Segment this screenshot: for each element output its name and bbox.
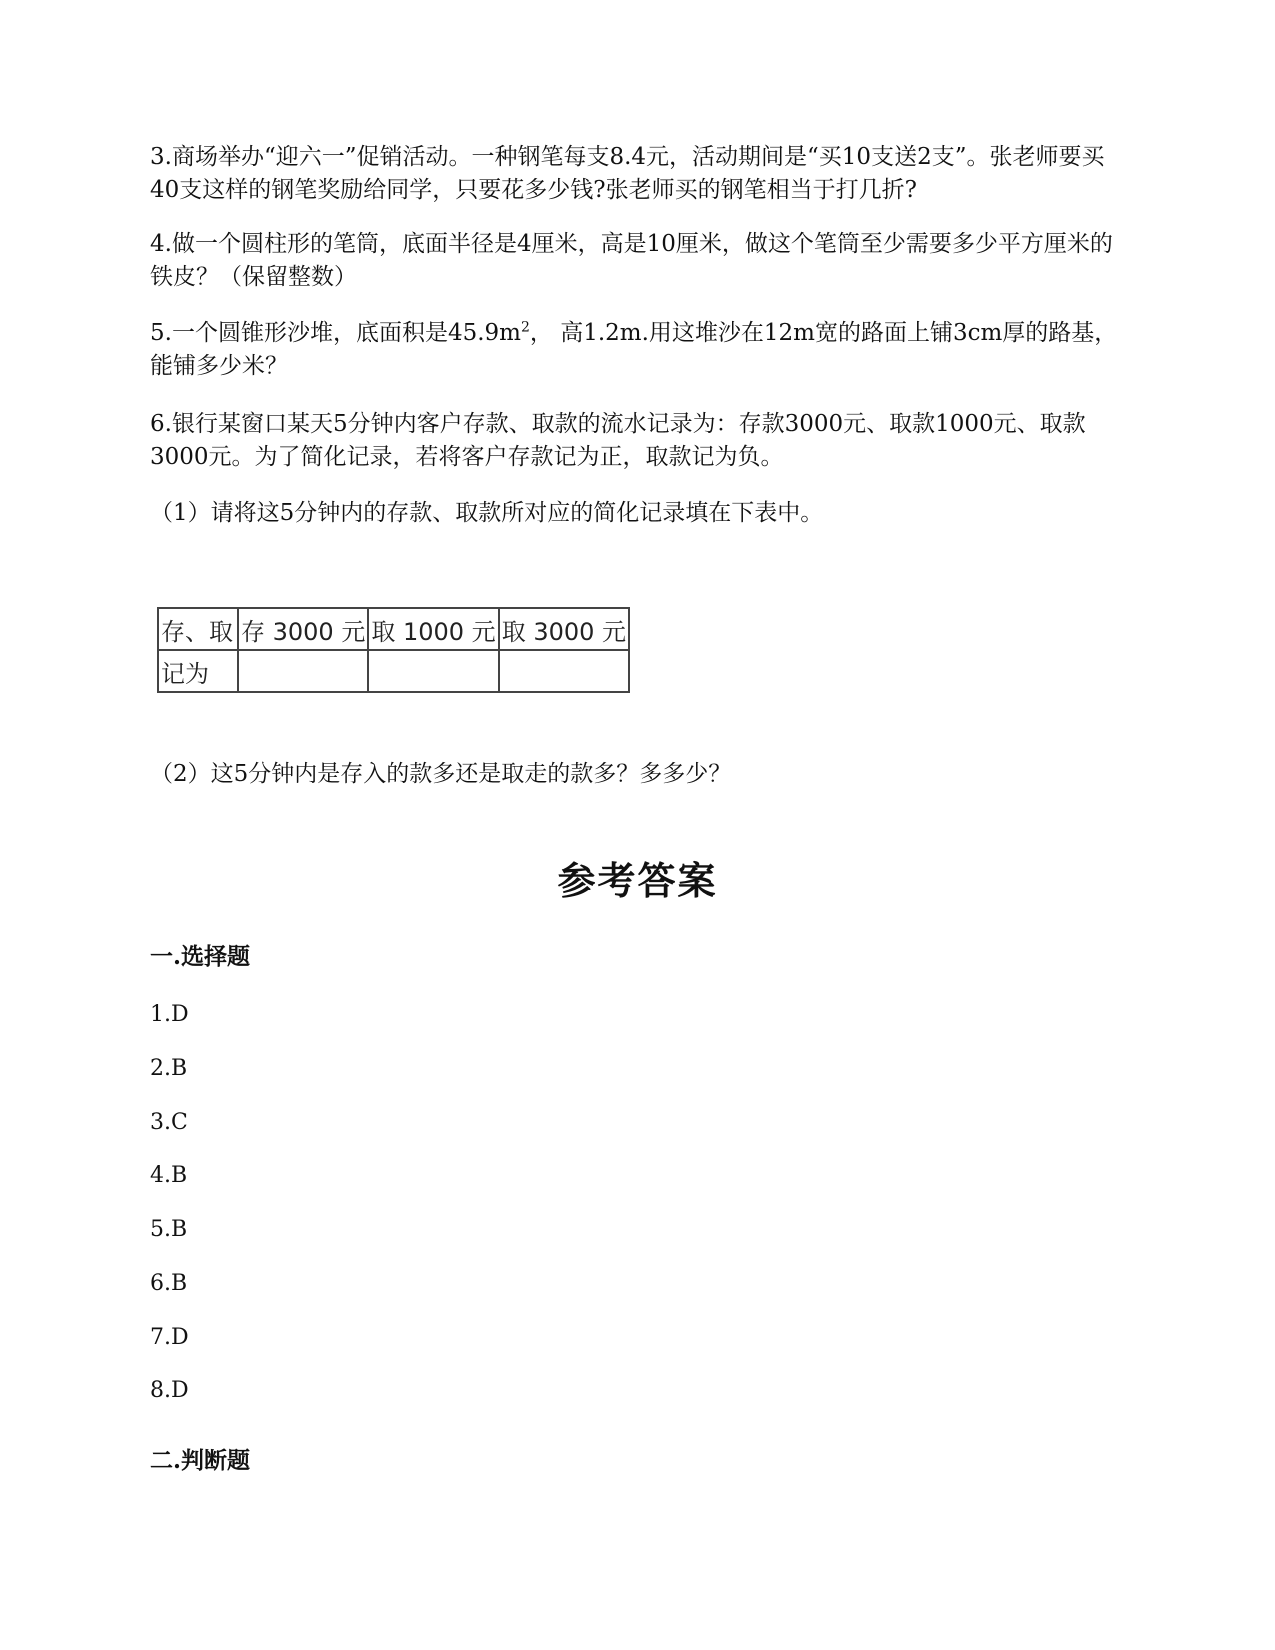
table-row	[158, 650, 629, 692]
answer-item: 3.C	[150, 1110, 188, 1135]
table-cell: 记为	[158, 650, 238, 692]
question-6: 6.银行某窗口某天5分钟内客户存款、取款的流水记录为：存款3000元、取款1000元、取款3000元。为了简化记录，若将客户存款记为正，取款记为负。	[150, 411, 1086, 470]
question-3: 3.商场举办“迎六一”促销活动。一种钢笔每支8.4元，活动期间是“买10支送2支”。张老师要买40支这样的钢笔奖励给同学，只要花多少钱?张老师买的钢笔相当于打几折?	[150, 144, 1105, 203]
question-4: 4.做一个圆柱形的笔筒，底面半径是4厘米，高是10厘米，做这个笔筒至少需要多少平方厘米的铁皮？（保留整数）	[150, 231, 1113, 290]
section-heading-judgment: 二.判断题	[150, 1447, 251, 1474]
answer-item: 8.D	[150, 1378, 189, 1403]
table-cell: 取 1000 元	[368, 608, 498, 650]
record-table	[157, 607, 630, 693]
question-5-text-b: ， 高1.2m.用这堆沙在12m宽的路面上铺3cm厚的路基，能铺多少米？	[150, 320, 1118, 379]
question-5	[150, 317, 1120, 383]
question-5-superscript: 2	[520, 319, 530, 336]
table-cell: 存、取	[158, 608, 238, 650]
answer-item: 5.B	[150, 1217, 188, 1242]
answer-item: 1.D	[150, 1002, 189, 1027]
answer-item: 2.B	[150, 1056, 188, 1081]
table-cell: 存 3000 元	[238, 608, 368, 650]
table-cell: 取 3000 元	[499, 608, 629, 650]
answer-title: 参考答案	[557, 858, 718, 903]
table-row	[158, 608, 629, 650]
question-6-part-1: （1）请将这5分钟内的存款、取款所对应的简化记录填在下表中。	[150, 500, 824, 526]
question-5-text-a: 5.一个圆锥形沙堆，底面积是45.9m	[150, 320, 521, 346]
answer-item: 7.D	[150, 1325, 189, 1350]
answer-item: 6.B	[150, 1271, 188, 1296]
table-cell	[368, 650, 498, 692]
section-heading-choice: 一.选择题	[150, 943, 251, 970]
table-cell	[499, 650, 629, 692]
question-6-part-2: （2）这5分钟内是存入的款多还是取走的款多？多多少？	[150, 761, 732, 787]
table-cell	[238, 650, 368, 692]
answer-item: 4.B	[150, 1163, 188, 1188]
